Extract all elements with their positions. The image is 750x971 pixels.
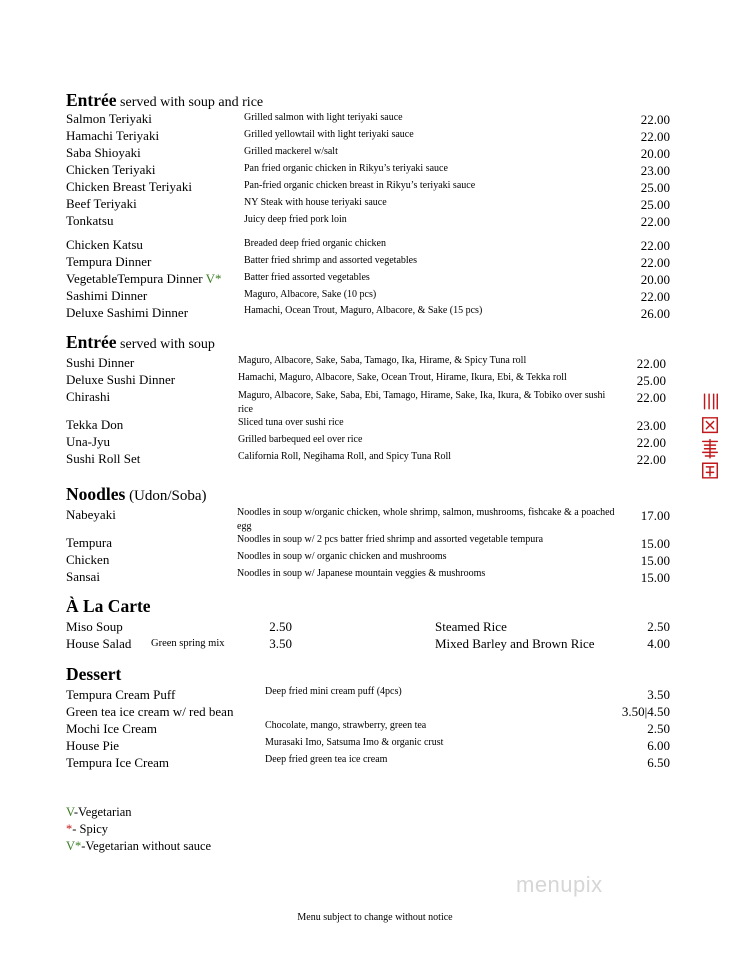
menu-item-price: 22.00 (636, 435, 666, 450)
menu-item-price: 22.00 (640, 255, 670, 270)
menu-item-desc: Pan fried organic chicken in Rikyu’s teriyaki sauce (244, 163, 448, 174)
section-title-a-la-carte: À La Carte (66, 596, 151, 616)
legend-spicy: *- Spicy (66, 822, 109, 836)
menu-item-price: 25.00 (640, 180, 670, 195)
menu-item-desc: Juicy deep fried pork loin (244, 214, 347, 225)
menu-item-price: 25.00 (640, 197, 670, 212)
menu-item-name: Tempura Ice Cream (66, 755, 170, 770)
menu-item-price: 22.00 (640, 129, 670, 144)
menu-item-name: Sansai (66, 569, 100, 584)
vegetarian-mark: V* (205, 271, 222, 286)
footer-note: Menu subject to change without notice (297, 912, 453, 923)
menu-item-desc: Hamachi, Ocean Trout, Maguro, Albacore, & Sake (15 pcs) (244, 305, 483, 316)
seal-stamp-icon (700, 388, 720, 484)
menu-item-price: 23.00 (640, 163, 670, 178)
menu-item-desc: Batter fried shrimp and assorted vegetables (244, 255, 417, 266)
menu-item-price: 22.00 (640, 214, 670, 229)
menu-item-desc: Deep fried mini cream puff (4pcs) (265, 686, 402, 697)
menu-item-desc: Noodles in soup w/organic chicken, whole shrimp, salmon, mushrooms, fishcake & a poached egg (237, 507, 615, 532)
legend-vegetarian: V-Vegetarian (66, 805, 132, 819)
menu-item-name: House Pie (66, 738, 120, 753)
menu-item-price: 3.50 (647, 687, 670, 702)
menu-item-name: Tempura (66, 535, 113, 550)
menu-item-name: Tekka Don (66, 417, 124, 432)
menu-item-desc: Batter fried assorted vegetables (244, 272, 370, 283)
menu-item-desc: Deep fried green tea ice cream (265, 754, 388, 765)
menu-item-desc: Maguro, Albacore, Sake (10 pcs) (244, 289, 377, 300)
menu-item-name: Sashimi Dinner (66, 288, 148, 303)
menu-item-price: 15.00 (640, 553, 670, 568)
menu-item-name: Deluxe Sushi Dinner (66, 372, 176, 387)
menu-item-name: Sushi Roll Set (66, 451, 141, 466)
section-title-dessert: Dessert (66, 664, 122, 684)
menu-item-name: Chicken Breast Teriyaki (66, 179, 192, 194)
menu-item-price: 22.00 (636, 452, 666, 467)
menu-item-name: Beef Teriyaki (66, 196, 137, 211)
menu-item-name: Tempura Dinner (66, 254, 152, 269)
menu-item-desc: Grilled mackerel w/salt (244, 146, 338, 157)
menu-item-price: 17.00 (640, 508, 670, 523)
menu-item-desc: Green spring mix (151, 638, 225, 649)
menu-item-price: 2.50 (269, 619, 292, 634)
menu-item-desc: Breaded deep fried organic chicken (244, 238, 386, 249)
menu-item-name: Green tea ice cream w/ red bean (66, 704, 234, 719)
menu-item-price: 3.50 (269, 636, 292, 651)
menu-item-desc: Sliced tuna over sushi rice (238, 417, 344, 428)
menu-item-desc: Maguro, Albacore, Sake, Saba, Ebi, Tamago, Hirame, Sake, Ika, Ikura, & Tobiko over sushi rice (238, 390, 606, 415)
legend-vegetarian-no-sauce: V*-Vegetarian without sauce (66, 839, 212, 853)
menu-item-desc: NY Steak with house teriyaki sauce (244, 197, 387, 208)
menu-item-price: 22.00 (640, 238, 670, 253)
menu-item-name: Mochi Ice Cream (66, 721, 157, 736)
menu-item-price: 25.00 (636, 373, 666, 388)
menu-item-name: Mixed Barley and Brown Rice (435, 636, 595, 651)
menu-item-name: Salmon Teriyaki (66, 111, 152, 126)
menu-item-price: 20.00 (640, 272, 670, 287)
menu-item-price: 22.00 (640, 289, 670, 304)
menu-item-price: 2.50 (647, 619, 670, 634)
menu-item-name: Sushi Dinner (66, 355, 135, 370)
menu-item-desc: Hamachi, Maguro, Albacore, Sake, Ocean Trout, Hirame, Ikura, Ebi, & Tekka roll (238, 372, 567, 383)
menu-item-price: 15.00 (640, 536, 670, 551)
menu-item-price: 22.00 (640, 112, 670, 127)
menu-item-desc: Noodles in soup w/ organic chicken and mushrooms (237, 551, 447, 562)
menu-item-name: Tempura Cream Puff (66, 687, 176, 702)
menu-item-desc: California Roll, Negihama Roll, and Spicy Tuna Roll (238, 451, 452, 462)
section-title-noodles: Noodles (Udon/Soba) (66, 484, 207, 504)
menu-item-price: 2.50 (647, 721, 670, 736)
section-title-entree-soup-rice: Entrée served with soup and rice (66, 90, 264, 110)
menu-item-price: 26.00 (640, 306, 670, 321)
menu-item-desc: Grilled salmon with light teriyaki sauce (244, 112, 403, 123)
menu-item-name: Saba Shioyaki (66, 145, 141, 160)
menu-item-name: Chicken (66, 552, 110, 567)
menu-item-name: Hamachi Teriyaki (66, 128, 160, 143)
menu-item-price: 15.00 (640, 570, 670, 585)
menu-item-desc: Pan-fried organic chicken breast in Rikyu’s teriyaki sauce (244, 180, 476, 191)
watermark-logo: menupix (516, 872, 603, 897)
menu-item-price: 6.50 (647, 755, 670, 770)
menu-item-price: 6.00 (647, 738, 670, 753)
section-title-entree-soup: Entrée served with soup (66, 332, 215, 352)
menu-item-price: 4.00 (647, 636, 670, 651)
menu-item-desc: Noodles in soup w/ 2 pcs batter fried shrimp and assorted vegetable tempura (237, 534, 544, 545)
menu-item-price: 22.00 (636, 356, 666, 371)
menu-item-desc: Chocolate, mango, strawberry, green tea (265, 720, 427, 731)
menu-item-name: Nabeyaki (66, 507, 116, 522)
menu-item-name: Una-Jyu (66, 434, 111, 449)
menu-item-name: Chicken Katsu (66, 237, 143, 252)
menu-item-name: Deluxe Sashimi Dinner (66, 305, 189, 320)
menu-item-name: Miso Soup (66, 619, 123, 634)
menu-item-desc: Noodles in soup w/ Japanese mountain veggies & mushrooms (237, 568, 486, 579)
menu-item-price: 3.50|4.50 (621, 704, 670, 719)
menu-item-name: VegetableTempura Dinner V* (66, 271, 222, 286)
menu-item-name: Steamed Rice (435, 619, 507, 634)
menu-item-name: Chicken Teriyaki (66, 162, 156, 177)
menu-item-price: 20.00 (640, 146, 670, 161)
menu-item-desc: Grilled barbequed eel over rice (238, 434, 363, 445)
menu-item-desc: Grilled yellowtail with light teriyaki sauce (244, 129, 414, 140)
menu-item-name: Chirashi (66, 389, 111, 404)
menu-item-price: 22.00 (636, 390, 666, 405)
menu-item-price: 23.00 (636, 418, 666, 433)
menu-item-desc: Maguro, Albacore, Sake, Saba, Tamago, Ika, Hirame, & Spicy Tuna roll (238, 355, 527, 366)
menu-item-desc: Murasaki Imo, Satsuma Imo & organic crust (265, 737, 444, 748)
menu-item-name: House Salad (66, 636, 132, 651)
menu-item-name: Tonkatsu (66, 213, 114, 228)
